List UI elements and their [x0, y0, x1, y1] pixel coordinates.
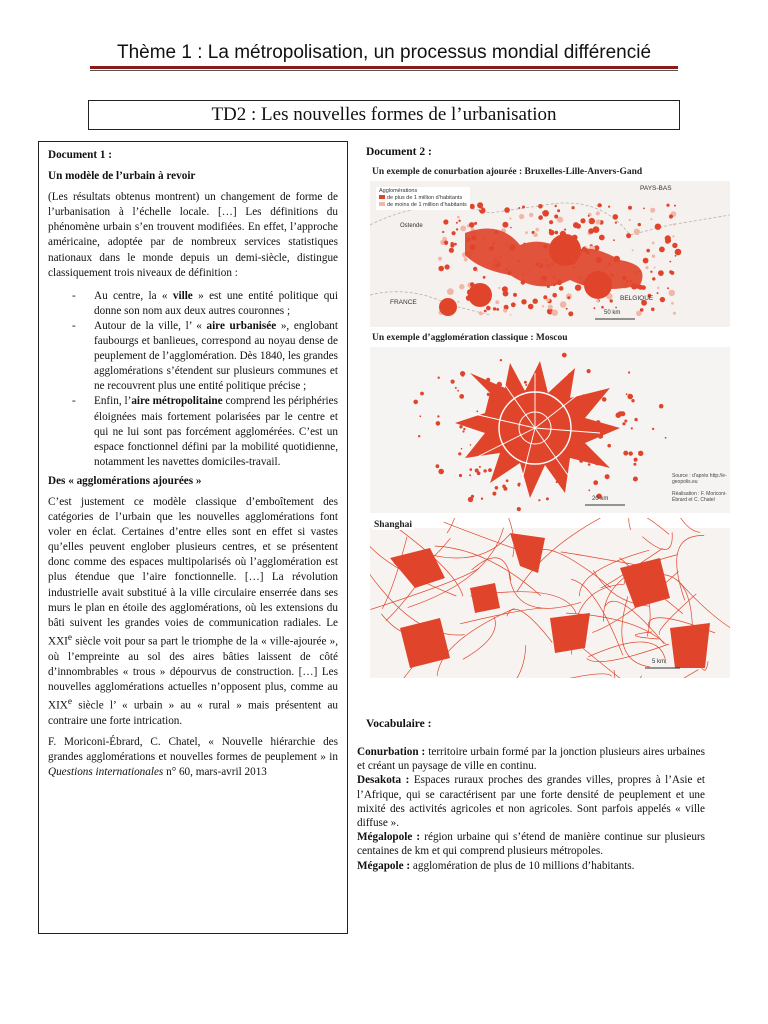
map1-legend: Agglomérations de plus de 1 million d’habitants de moins de 1 million d’habitants: [376, 187, 470, 210]
map2-credit: Réalisation : F. Moriconi-Ébrard et C. Chatel: [672, 491, 727, 503]
map3-scale: 5 km: [652, 659, 666, 665]
map2-source: Source : d’après http://e-geopolis.eu: [672, 473, 727, 485]
vocab-entry-megalopole: Mégalopole : région urbaine qui s’étend de manière continue sur plusieurs centaines de km et qui comprend plusieurs métropoles.: [357, 831, 706, 858]
map3-graphic: [370, 518, 730, 678]
list-item: - Autour de la ville, l’ « aire urbanisée », englobant faubourgs et banlieues, correspond au noyau dense de peuplement de l’agglomération. Dès 1840, les grandes agglomérations s’étendent sur plusieurs communes et ne recouvrent plus une entité politique précise ;: [72, 319, 338, 393]
map2-scale: 20 km: [592, 496, 609, 502]
map2-caption: Un exemple d’agglomération classique : Moscou: [372, 333, 568, 343]
term-aire-urbanisee: aire urbanisée: [206, 319, 277, 332]
vocab-entry-megapole: Mégapole : agglomération de plus de 10 millions d’habitants.: [357, 859, 635, 872]
map1-caption: Un exemple de conurbation ajourée : Bruxelles-Lille-Anvers-Gand: [372, 167, 643, 177]
doc1-para2: C’est justement ce modèle classique d’emboîtement des catégories de l’urbain que les nouvelles agglomérations font voler en éclat. Certaines d’entre elles sont en effet si vastes qu’elles peuvent englober plusieurs centres, et se présentent donc comme des espaces multipolarisés où l’agglomération est plus étendue que l’aire fonctionnelle. […] La révolution industrielle avait substitué à la ville circulaire enserrée dans ses murs le plan en étoile des agglomérations, où les extensions du bâti suivent les grandes voies de communication radiales. Le XXIe siècle voit pour sa part le triomphe de la « ville-ajourée », où l’empreinte au sol des aires bâties laissent de côté d’innombrables « trous » dépourvus de construction. […] Les nouvelles agglomérations actuelles n’opposent plus, comme au XIXe siècle l’ « urbain » au « rural » mais présentent au contraire une forte intrication.: [48, 495, 338, 727]
label-ostende: Ostende: [400, 223, 423, 229]
title-rule-thin: [90, 70, 678, 71]
vocab-list: [357, 745, 705, 873]
doc1-para1: (Les résultats obtenus montrent) un changement de forme de l’urbanisation à l’échelle locale. […] Les définitions du phénomène urbain s’en trouvent modifiées. En effet, l’approche américaine, adoptée par de nombreux services statistiques nationaux dans le monde depuis un demi-siècle, distingue classiquement trois niveaux de définition :: [48, 191, 338, 279]
theme-title: Thème 1 : La métropolisation, un processus mondial différencié: [116, 42, 652, 63]
vocab-entry-desakota: Desakota : Espaces ruraux proches des grandes villes, propres à l’Asie et l’Afrique, qui se caractérisent par une forte densité de peuplement et une mixité des activités agricoles et non agricoles. Sont parfois appelés « ville diffuse ».: [357, 774, 705, 830]
list-item: - Au centre, la « ville » est une entité politique qui donne son nom aux deux autres couronnes ;: [72, 289, 339, 317]
map-moscou: [370, 333, 730, 513]
td-title: TD2 : Les nouvelles formes de l’urbanisation: [211, 104, 557, 125]
label-belgique: BELGIQUE: [620, 295, 654, 302]
doc2-label: Document 2 :: [366, 146, 432, 158]
doc1-label: Document 1 :: [48, 149, 113, 161]
map2-graphic: [370, 333, 730, 513]
vocab-title: Vocabulaire :: [366, 718, 432, 730]
doc1-definition-list: [48, 289, 338, 470]
vocab-entry-conurbation: Conurbation : territoire urbain formé par la jonction plusieurs aires urbaines et créant un paysage de ville en continu.: [357, 746, 705, 773]
doc1-section1-title: Un modèle de l’urbain à revoir: [48, 170, 196, 183]
title-rule: [90, 66, 678, 69]
doc1-source: F. Moriconi-Ébrard, C. Chatel, « Nouvelle hiérarchie des grandes agglomérations et nouvelles formes de peuplement » in Questions internationales n° 60, mars-avril 2013: [48, 735, 338, 779]
term-aire-metropolitaine: aire métropolitaine: [131, 395, 223, 408]
legend-swatch-small: [379, 202, 385, 206]
label-france: FRANCE: [390, 299, 417, 306]
map3-caption: Shanghai: [374, 520, 413, 530]
map-conurbation-bruxelles: [370, 165, 730, 327]
legend-swatch-big: [379, 195, 385, 199]
document-1: [38, 141, 348, 934]
list-item: - Enfin, l’aire métropolitaine comprend les périphéries éloignées mais fortement polarisées par le centre et qui ne lui sont pas forcément agglomérées. C’est un espace fonctionnel défini par la mobilité quotidienne, notamment les navettes domiciles-travail.: [72, 395, 338, 468]
td-title-box: [88, 100, 680, 130]
map-shanghai: [370, 518, 730, 678]
map1-scale: 50 km: [604, 310, 621, 316]
label-pays-bas: PAYS-BAS: [640, 185, 672, 192]
doc1-section2-title: Des « agglomérations ajourées »: [48, 474, 202, 487]
term-ville: ville: [172, 289, 193, 302]
